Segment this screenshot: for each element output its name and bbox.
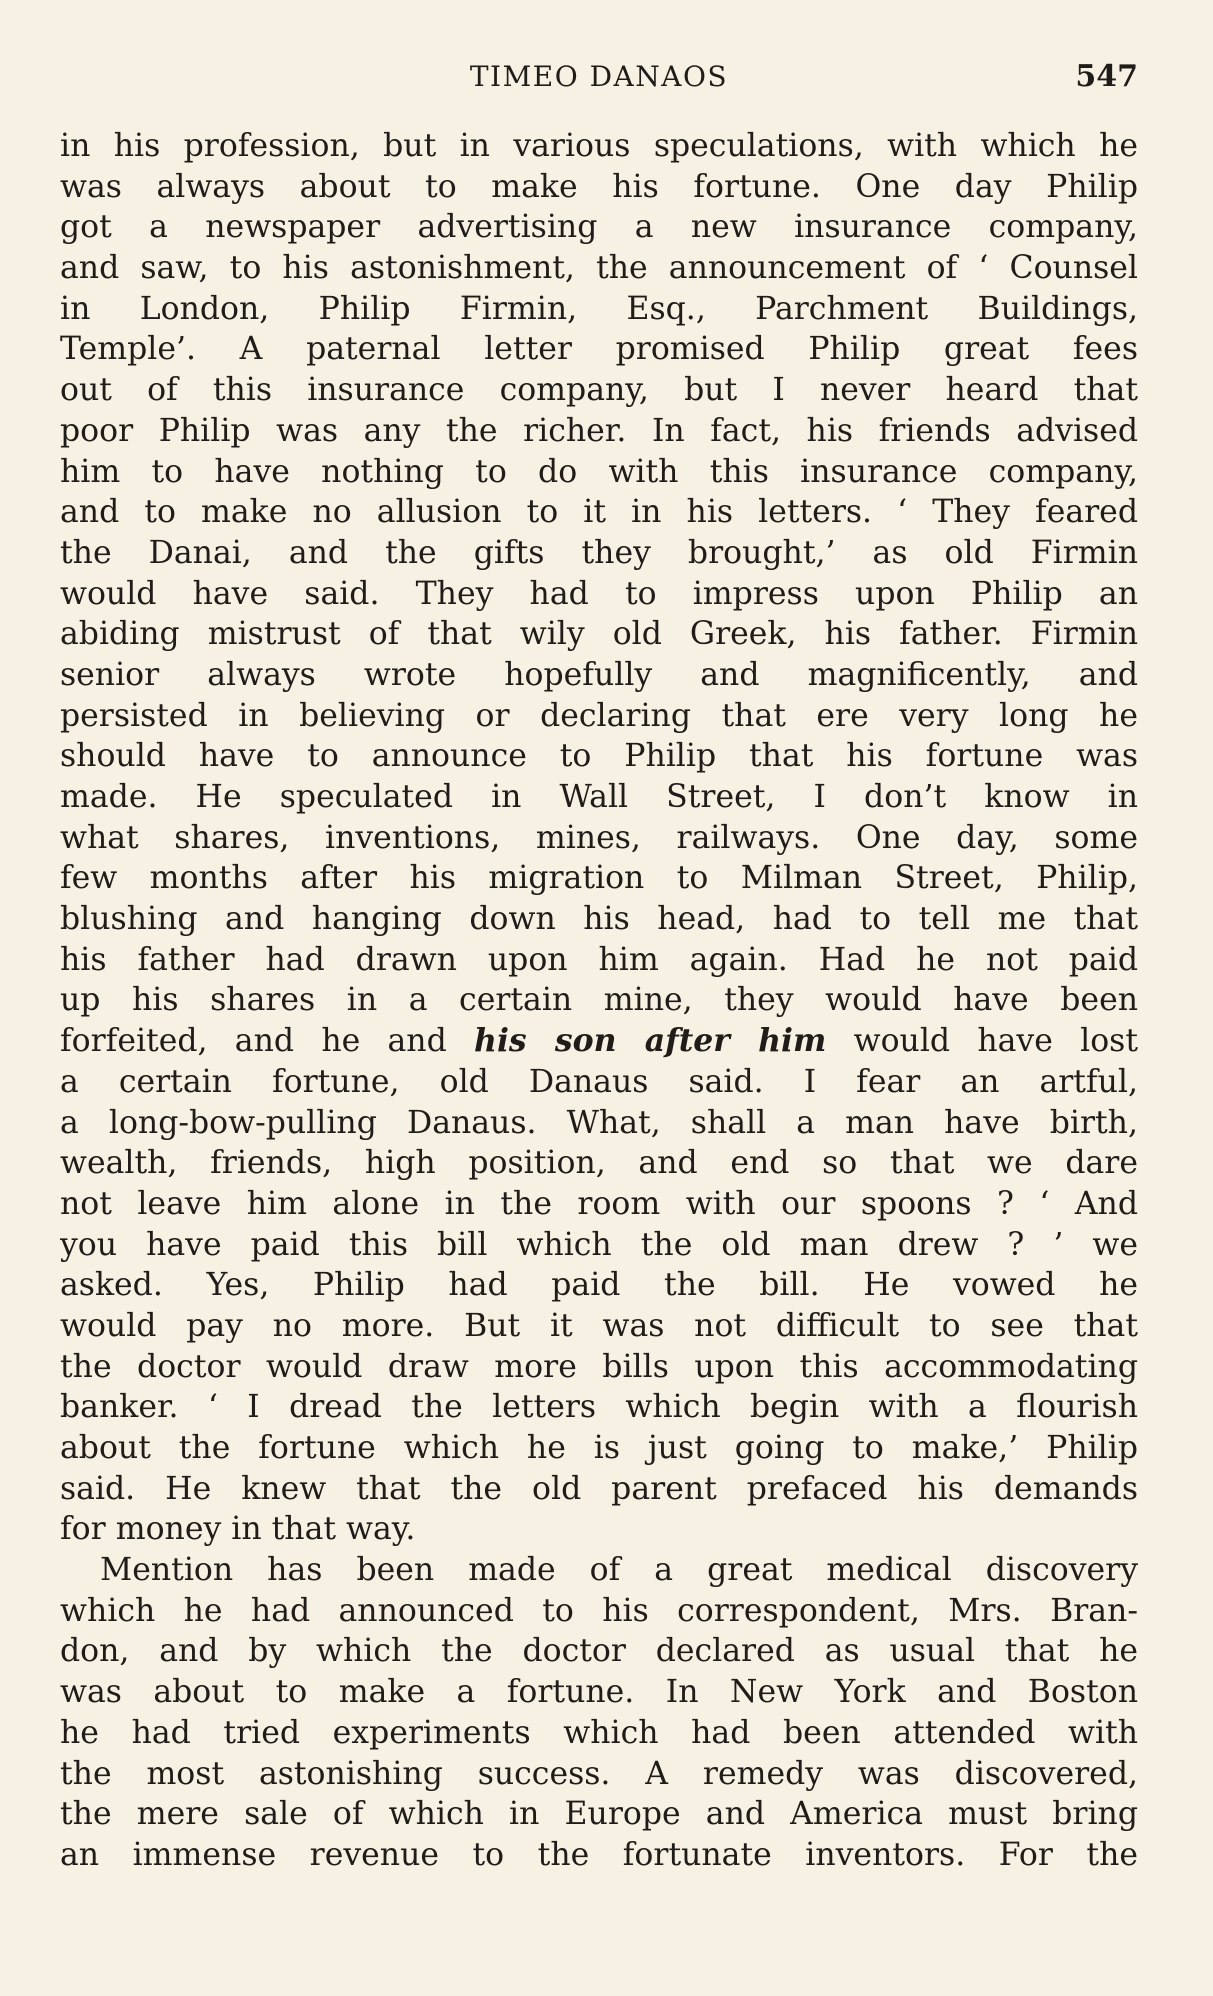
text-line: Mention has been made of a great medical discovery [100, 1552, 1138, 1589]
text-line: should have to announce to Philip that his fortune was [60, 738, 1138, 775]
text-line: persisted in believing or declaring that ere very long he [60, 697, 1138, 734]
text-line: wealth, friends, high position, and end so that we dare [60, 1145, 1138, 1182]
text-line: blushing and hanging down his head, had to tell me that [60, 901, 1138, 938]
text-line: abiding mistrust of that wily old Greek, his father. Firmin [60, 616, 1138, 653]
text-line: and to make no allusion to it in his letters. ‘ They feared [60, 494, 1138, 531]
text-segment: would have lost [826, 1023, 1138, 1060]
text-line: said. He knew that the old parent prefaced his demands [60, 1470, 1138, 1507]
text-line: the Danai, and the gifts they brought,’ as old Firmin [60, 534, 1138, 571]
text-line: in his profession, but in various speculations, with which he [60, 128, 1138, 164]
text-line: was about to make a fortune. In New York and Boston [60, 1674, 1138, 1711]
text-line: the most astonishing success. A remedy was discovered, [60, 1755, 1138, 1792]
text-line: him to have nothing to do with this insurance company, [60, 453, 1138, 490]
text-segment: forfeited, and he and [60, 1023, 475, 1060]
text-line: the mere sale of which in Europe and America must bring [60, 1796, 1138, 1833]
text-line: in London, Philip Firmin, Esq., Parchment Buildings, [60, 290, 1138, 327]
text-line: you have paid this bill which the old man drew ? ’ we [60, 1226, 1138, 1263]
emphasized-text: his son after him [474, 1022, 827, 1060]
text-line: made. He speculated in Wall Street, I don’t know in [60, 779, 1138, 815]
text-line: don, and by which the doctor declared as usual that he [60, 1633, 1138, 1670]
text-line: which he had announced to his correspondent, Mrs. Bran- [60, 1592, 1138, 1629]
page-number: 547 [1075, 59, 1138, 94]
text-line [60, 1021, 1138, 1062]
text-line: few months after his migration to Milman Street, Philip, [60, 860, 1138, 897]
text-line: would pay no more. But it was not difficult to see that [60, 1307, 1138, 1344]
text-line: not leave him alone in the room with our spoons ? ‘ And [60, 1185, 1138, 1222]
text-line: about the fortune which he is just going to make,’ Philip [60, 1430, 1138, 1466]
running-title: TIMEO DANAOS [469, 60, 729, 93]
text-line: for money in that way. [60, 1511, 416, 1548]
body-text [60, 126, 1138, 1876]
text-line: and saw, to his astonishment, the announcement of ‘ Counsel [60, 250, 1138, 287]
text-line: an immense revenue to the fortunate inventors. For the [60, 1836, 1138, 1873]
running-head [60, 52, 1138, 102]
text-line: banker. ‘ I dread the letters which begin with a flourish [60, 1389, 1138, 1426]
text-line: his father had drawn upon him again. Had he not paid [60, 941, 1138, 978]
text-line: would have said. They had to impress upon Philip an [60, 575, 1138, 612]
text-line: Temple’. A paternal letter promised Philip great fees [60, 331, 1138, 368]
text-line: up his shares in a certain mine, they would have been [60, 982, 1138, 1019]
text-line: a long-bow-pulling Danaus. What, shall a man have birth, [60, 1104, 1138, 1141]
text-line: got a newspaper advertising a new insurance company, [60, 209, 1138, 246]
text-line: he had tried experiments which had been attended with [60, 1714, 1138, 1751]
text-line: poor Philip was any the richer. In fact, his friends advised [60, 412, 1138, 449]
text-line: asked. Yes, Philip had paid the bill. He vowed he [60, 1267, 1138, 1304]
text-line: senior always wrote hopefully and magnificently, and [60, 656, 1138, 693]
text-line: what shares, inventions, mines, railways. One day, some [60, 819, 1138, 856]
text-line: was always about to make his fortune. One day Philip [60, 168, 1138, 205]
text-line: out of this insurance company, but I never heard that [60, 372, 1138, 409]
text-line: a certain fortune, old Danaus said. I fear an artful, [60, 1063, 1138, 1100]
text-line: the doctor would draw more bills upon this accommodating [60, 1348, 1138, 1385]
